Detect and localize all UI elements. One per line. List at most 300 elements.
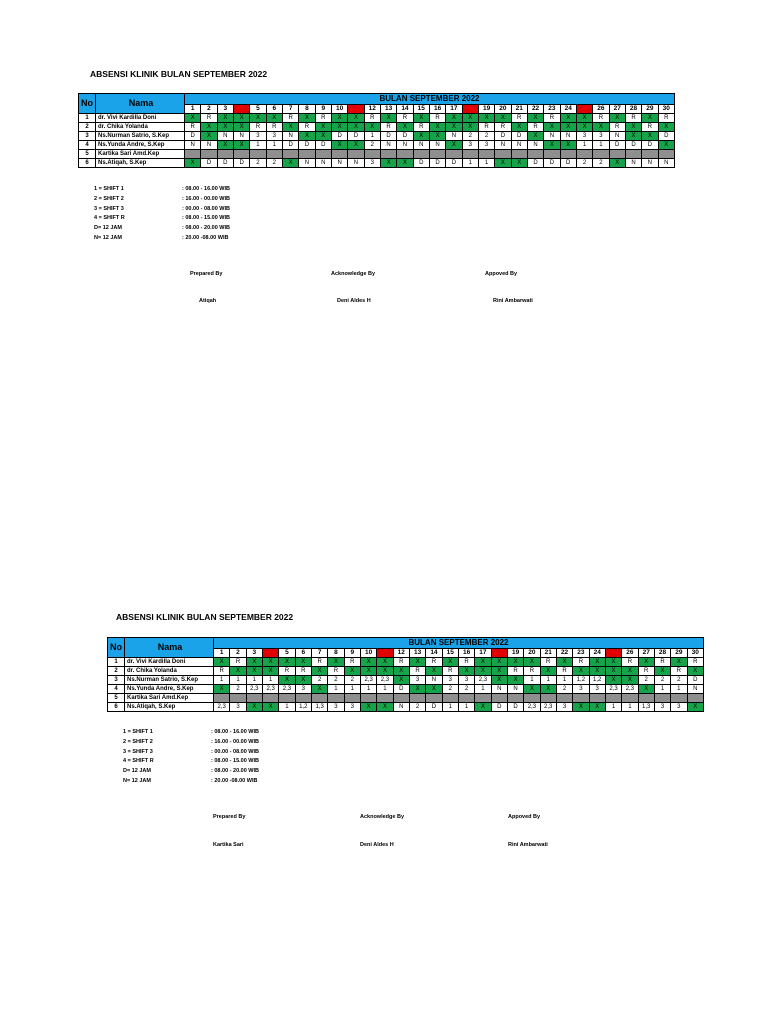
shift-cell: 3 (328, 703, 344, 712)
day-header-cell: 1 (185, 105, 201, 114)
shift-cell: N (201, 141, 217, 150)
row-number: 2 (79, 123, 96, 132)
shift-cell: N (217, 132, 233, 141)
table-row (79, 114, 675, 123)
shift-cell: D (609, 141, 625, 150)
shift-cell: X (446, 123, 462, 132)
shift-cell: X (348, 141, 364, 150)
header-no: No (79, 94, 96, 114)
shift-cell: R (495, 123, 511, 132)
shift-cell: X (185, 114, 201, 123)
shift-cell: 1 (671, 685, 687, 694)
shift-cell: X (360, 703, 376, 712)
shift-cell: X (266, 114, 282, 123)
shift-cell: N (491, 685, 507, 694)
shift-cell: R (687, 658, 703, 667)
page-title: ABSENSI KLINIK BULAN SEPTEMBER 2022 (116, 612, 294, 622)
shift-cell: R (524, 667, 540, 676)
day-header-cell: 26 (622, 649, 638, 658)
shift-cell (556, 694, 572, 703)
shift-cell (217, 150, 233, 159)
shift-cell (299, 150, 315, 159)
table-row (79, 150, 675, 159)
shift-cell: X (393, 676, 409, 685)
shift-cell: X (295, 658, 311, 667)
shift-cell: 2,3 (262, 685, 278, 694)
shift-cell: X (605, 676, 621, 685)
shift-cell: D (544, 159, 560, 168)
table-row (79, 159, 675, 168)
attendance-table (78, 93, 675, 168)
shift-cell: 1 (593, 141, 609, 150)
day-header-cell: 30 (658, 105, 674, 114)
row-number: 6 (108, 703, 125, 712)
shift-cell: X (360, 658, 376, 667)
shift-cell (413, 150, 429, 159)
day-header-cell: 12 (364, 105, 380, 114)
header-nama: Nama (96, 94, 185, 114)
shift-cell (671, 694, 687, 703)
shift-cell (360, 694, 376, 703)
shift-cell: X (429, 132, 445, 141)
shift-cell: R (426, 658, 442, 667)
legend-key: N= 12 JAM (94, 234, 122, 241)
legend-key: 3 = SHIFT 3 (123, 748, 153, 755)
shift-cell: X (262, 703, 278, 712)
shift-cell: 1 (266, 141, 282, 150)
shift-cell: X (638, 685, 654, 694)
shift-cell: X (458, 667, 474, 676)
shift-cell: X (507, 676, 523, 685)
table-row (79, 141, 675, 150)
shift-cell: R (625, 114, 641, 123)
shift-cell (687, 694, 703, 703)
legend-key: D= 12 JAM (94, 225, 122, 232)
shift-cell: 3 (250, 132, 266, 141)
shift-cell: X (311, 667, 327, 676)
day-header-cell: 13 (380, 105, 396, 114)
legend-value: : 00.00 - 08.00 WIB (182, 205, 230, 212)
shift-cell: X (397, 123, 413, 132)
shift-cell: X (491, 676, 507, 685)
staff-name: Ns.Atiqah, S.Kep (125, 703, 214, 712)
shift-cell: 3 (654, 703, 670, 712)
shift-cell: D (185, 132, 201, 141)
legend-item (94, 186, 230, 196)
shift-cell: 1 (344, 685, 360, 694)
shift-cell: X (589, 667, 605, 676)
shift-cell (544, 150, 560, 159)
shift-legend (123, 729, 259, 788)
shift-cell: N (507, 685, 523, 694)
shift-cell: 2 (328, 676, 344, 685)
shift-cell (495, 150, 511, 159)
shift-cell: D (527, 159, 543, 168)
day-header-cell: 18 (462, 105, 478, 114)
shift-cell: 1 (214, 676, 230, 685)
shift-cell: X (331, 141, 347, 150)
shift-cell: X (593, 123, 609, 132)
header-row (108, 638, 704, 649)
shift-cell: 1 (377, 685, 393, 694)
legend-value: : 20.00 -08.00 WIB (182, 234, 229, 241)
day-header-cell: 16 (429, 105, 445, 114)
acknowledge-by-label: Acknowledge By (360, 814, 405, 820)
shift-cell: X (475, 658, 491, 667)
shift-cell: 2,3 (279, 685, 295, 694)
shift-cell: R (442, 667, 458, 676)
shift-cell: X (556, 658, 572, 667)
row-number: 1 (108, 658, 125, 667)
shift-cell: 2 (409, 703, 425, 712)
shift-cell: R (266, 123, 282, 132)
shift-cell (638, 694, 654, 703)
table-row (108, 658, 704, 667)
shift-cell: R (282, 114, 298, 123)
shift-cell: 1 (556, 676, 572, 685)
day-header-cell: 2 (230, 649, 246, 658)
shift-cell: X (217, 141, 233, 150)
shift-cell: R (556, 667, 572, 676)
header-row (79, 94, 675, 105)
table-row (108, 685, 704, 694)
shift-cell: X (348, 123, 364, 132)
shift-cell (282, 150, 298, 159)
shift-cell: D (331, 132, 347, 141)
shift-cell: X (426, 667, 442, 676)
shift-cell: 1 (230, 676, 246, 685)
day-header-cell: 10 (331, 105, 347, 114)
shift-cell: X (377, 667, 393, 676)
shift-cell: X (201, 123, 217, 132)
shift-cell: N (625, 159, 641, 168)
shift-cell (491, 694, 507, 703)
shift-cell: R (511, 114, 527, 123)
header-nama: Nama (125, 638, 214, 658)
shift-cell: X (491, 667, 507, 676)
shift-cell: 3 (556, 703, 572, 712)
shift-cell (214, 694, 230, 703)
shift-cell: R (642, 123, 658, 132)
shift-cell: 1 (475, 685, 491, 694)
shift-cell: 3 (364, 159, 380, 168)
month-header: BULAN SEPTEMBER 2022 (214, 638, 704, 649)
day-header-cell: 14 (426, 649, 442, 658)
shift-cell: X (462, 123, 478, 132)
shift-cell (462, 150, 478, 159)
shift-cell: X (214, 658, 230, 667)
shift-cell: X (687, 667, 703, 676)
legend-value: : 16.00 - 00.00 WIB (182, 195, 230, 202)
shift-cell: X (185, 159, 201, 168)
shift-cell: X (315, 123, 331, 132)
shift-cell: 3 (230, 703, 246, 712)
day-header-cell: 19 (507, 649, 523, 658)
shift-cell: R (380, 123, 396, 132)
shift-cell: X (246, 703, 262, 712)
shift-cell: X (609, 114, 625, 123)
shift-cell: R (409, 667, 425, 676)
shift-cell: R (458, 658, 474, 667)
shift-cell: 2 (654, 676, 670, 685)
day-header-cell: 4 (233, 105, 249, 114)
shift-cell: X (250, 114, 266, 123)
shift-cell: X (560, 123, 576, 132)
shift-cell: R (622, 658, 638, 667)
shift-cell: 2 (458, 685, 474, 694)
staff-name: Ns.Yunda Andre, S.Kep (125, 685, 214, 694)
day-header-cell: 16 (458, 649, 474, 658)
shift-cell: X (233, 141, 249, 150)
month-header: BULAN SEPTEMBER 2022 (185, 94, 675, 105)
shift-cell (344, 694, 360, 703)
shift-cell (654, 694, 670, 703)
shift-cell: X (282, 123, 298, 132)
day-header-cell: 2 (201, 105, 217, 114)
staff-name: Ns.Nurman Satrio, S.Kep (96, 132, 185, 141)
day-header-cell: 25 (605, 649, 621, 658)
shift-cell: X (201, 132, 217, 141)
shift-cell: 2,3 (360, 676, 376, 685)
legend-key: 4 = SHIFT R (94, 215, 125, 222)
staff-name: Kartika Sari Amd.Kep (125, 694, 214, 703)
page-title: ABSENSI KLINIK BULAN SEPTEMBER 2022 (90, 69, 268, 79)
shift-cell: 1 (360, 685, 376, 694)
shift-cell: D (625, 141, 641, 150)
shift-cell: 2,3 (524, 703, 540, 712)
shift-cell (328, 694, 344, 703)
shift-cell: D (397, 132, 413, 141)
legend-key: 1 = SHIFT 1 (123, 729, 153, 735)
shift-cell: X (622, 667, 638, 676)
shift-cell: 3 (295, 685, 311, 694)
legend-value: : 08.00 - 15.00 WIB (211, 758, 259, 765)
shift-cell: N (609, 132, 625, 141)
legend-item (123, 739, 259, 749)
day-header-cell: 30 (687, 649, 703, 658)
shift-cell: X (625, 123, 641, 132)
shift-cell (442, 694, 458, 703)
day-header-cell: 21 (540, 649, 556, 658)
legend-value: : 20.00 -08.00 WIB (211, 777, 258, 784)
shift-cell (478, 150, 494, 159)
shift-cell: R (230, 658, 246, 667)
day-header-cell: 25 (576, 105, 592, 114)
shift-cell (426, 694, 442, 703)
shift-cell: 1 (576, 141, 592, 150)
staff-name: Ns.Yunda Andre, S.Kep (96, 141, 185, 150)
shift-cell: X (654, 667, 670, 676)
shift-cell: 1 (654, 685, 670, 694)
shift-cell: R (478, 123, 494, 132)
shift-cell: X (687, 703, 703, 712)
shift-cell: X (491, 658, 507, 667)
shift-cell (393, 694, 409, 703)
shift-cell: 2 (344, 676, 360, 685)
shift-cell: D (380, 132, 396, 141)
shift-cell: X (495, 159, 511, 168)
shift-cell: 1 (364, 132, 380, 141)
day-header-cell: 7 (311, 649, 327, 658)
table-row (108, 676, 704, 685)
shift-cell: R (295, 667, 311, 676)
header-no: No (108, 638, 125, 658)
shift-cell (576, 150, 592, 159)
prepared-by-label: Prepared By (190, 271, 223, 277)
legend-item (123, 778, 259, 788)
shift-cell: 1 (458, 703, 474, 712)
shift-cell: 2 (311, 676, 327, 685)
shift-cell: X (442, 658, 458, 667)
shift-cell (331, 150, 347, 159)
shift-cell: R (658, 114, 674, 123)
day-header-cell: 7 (282, 105, 298, 114)
legend-value: : 08.00 - 16.00 WIB (211, 729, 259, 735)
shift-cell: X (246, 658, 262, 667)
shift-cell: R (397, 114, 413, 123)
shift-cell (507, 694, 523, 703)
shift-cell: 2 (364, 141, 380, 150)
shift-cell (315, 150, 331, 159)
shift-cell: X (233, 114, 249, 123)
shift-cell: N (642, 159, 658, 168)
acknowledge-by-name: Deni Aldes H (337, 298, 371, 304)
shift-cell: X (642, 132, 658, 141)
shift-cell (279, 694, 295, 703)
day-header-cell: 5 (250, 105, 266, 114)
shift-cell: N (511, 141, 527, 150)
shift-cell: X (409, 685, 425, 694)
row-number: 3 (79, 132, 96, 141)
shift-cell: D (393, 685, 409, 694)
shift-cell (593, 150, 609, 159)
day-header-cell: 11 (348, 105, 364, 114)
shift-cell: 1 (250, 141, 266, 150)
shift-cell: N (185, 141, 201, 150)
legend-item (94, 225, 230, 235)
shift-cell: N (282, 132, 298, 141)
shift-cell: X (511, 159, 527, 168)
row-number: 5 (79, 150, 96, 159)
legend-item (123, 729, 259, 739)
shift-cell: X (524, 685, 540, 694)
shift-cell: 3 (442, 676, 458, 685)
day-header-cell: 6 (295, 649, 311, 658)
approved-by-label: Appoved By (508, 814, 541, 820)
shift-cell: 3 (671, 703, 687, 712)
table-row (79, 123, 675, 132)
shift-cell (409, 694, 425, 703)
shift-cell (609, 150, 625, 159)
shift-cell: D (282, 141, 298, 150)
shift-cell: 2 (266, 159, 282, 168)
legend-item (94, 215, 230, 225)
legend-item (123, 749, 259, 759)
shift-cell: N (687, 685, 703, 694)
shift-cell: X (622, 676, 638, 685)
shift-cell: X (299, 132, 315, 141)
shift-cell: X (246, 667, 262, 676)
approved-by-name: Rini Ambarwati (493, 298, 533, 304)
shift-cell (262, 694, 278, 703)
shift-cell: X (475, 703, 491, 712)
shift-cell: 3 (266, 132, 282, 141)
shift-cell (540, 694, 556, 703)
staff-name: Kartika Sari Amd.Kep (96, 150, 185, 159)
shift-cell: R (671, 667, 687, 676)
shift-cell: N (527, 141, 543, 150)
shift-cell: R (593, 114, 609, 123)
legend-key: N= 12 JAM (123, 777, 151, 784)
legend-item (94, 235, 230, 245)
shift-cell: X (478, 114, 494, 123)
acknowledge-by-name: Deni Aldes H (360, 842, 394, 848)
shift-cell: D (233, 159, 249, 168)
day-header-cell: 21 (511, 105, 527, 114)
shift-cell (266, 150, 282, 159)
shift-cell (230, 694, 246, 703)
shift-cell: N (429, 141, 445, 150)
day-header-cell: 19 (478, 105, 494, 114)
shift-cell: X (429, 123, 445, 132)
staff-name: dr. Chika Yolanda (125, 667, 214, 676)
shift-cell: R (507, 667, 523, 676)
legend-value: : 08.00 - 15.00 WIB (182, 215, 230, 222)
approved-by-label: Appoved By (485, 271, 518, 277)
legend-value: : 08.00 - 16.00 WIB (182, 186, 230, 192)
day-header-cell: 24 (560, 105, 576, 114)
shift-cell: X (544, 141, 560, 150)
shift-cell: X (573, 667, 589, 676)
shift-cell: D (511, 132, 527, 141)
shift-cell: 1 (246, 676, 262, 685)
shift-cell (295, 694, 311, 703)
shift-cell: X (671, 658, 687, 667)
shift-cell: 3 (462, 141, 478, 150)
shift-cell: X (446, 141, 462, 150)
day-header-cell: 22 (556, 649, 572, 658)
legend-value: : 00.00 - 08.00 WIB (211, 748, 259, 755)
shift-cell: N (413, 141, 429, 150)
day-header-cell: 3 (217, 105, 233, 114)
table-row (108, 667, 704, 676)
legend-key: 3 = SHIFT 3 (94, 205, 124, 212)
shift-cell: X (331, 114, 347, 123)
prepared-by-label: Prepared By (213, 814, 246, 820)
shift-cell: D (348, 132, 364, 141)
shift-cell: D (491, 703, 507, 712)
shift-cell: D (413, 159, 429, 168)
shift-cell: X (426, 685, 442, 694)
acknowledge-by-label: Acknowledge By (331, 271, 376, 277)
shift-cell (475, 694, 491, 703)
shift-cell: 2 (250, 159, 266, 168)
shift-cell: N (393, 703, 409, 712)
row-number: 4 (79, 141, 96, 150)
shift-cell: R (654, 658, 670, 667)
shift-cell: X (328, 658, 344, 667)
shift-cell: X (377, 703, 393, 712)
day-header-cell: 14 (397, 105, 413, 114)
shift-cell: X (279, 658, 295, 667)
shift-cell: 2 (671, 676, 687, 685)
shift-cell: N (380, 141, 396, 150)
shift-cell: 3 (344, 703, 360, 712)
shift-cell: 2 (442, 685, 458, 694)
shift-cell (429, 150, 445, 159)
shift-cell: X (364, 123, 380, 132)
shift-cell: N (331, 159, 347, 168)
